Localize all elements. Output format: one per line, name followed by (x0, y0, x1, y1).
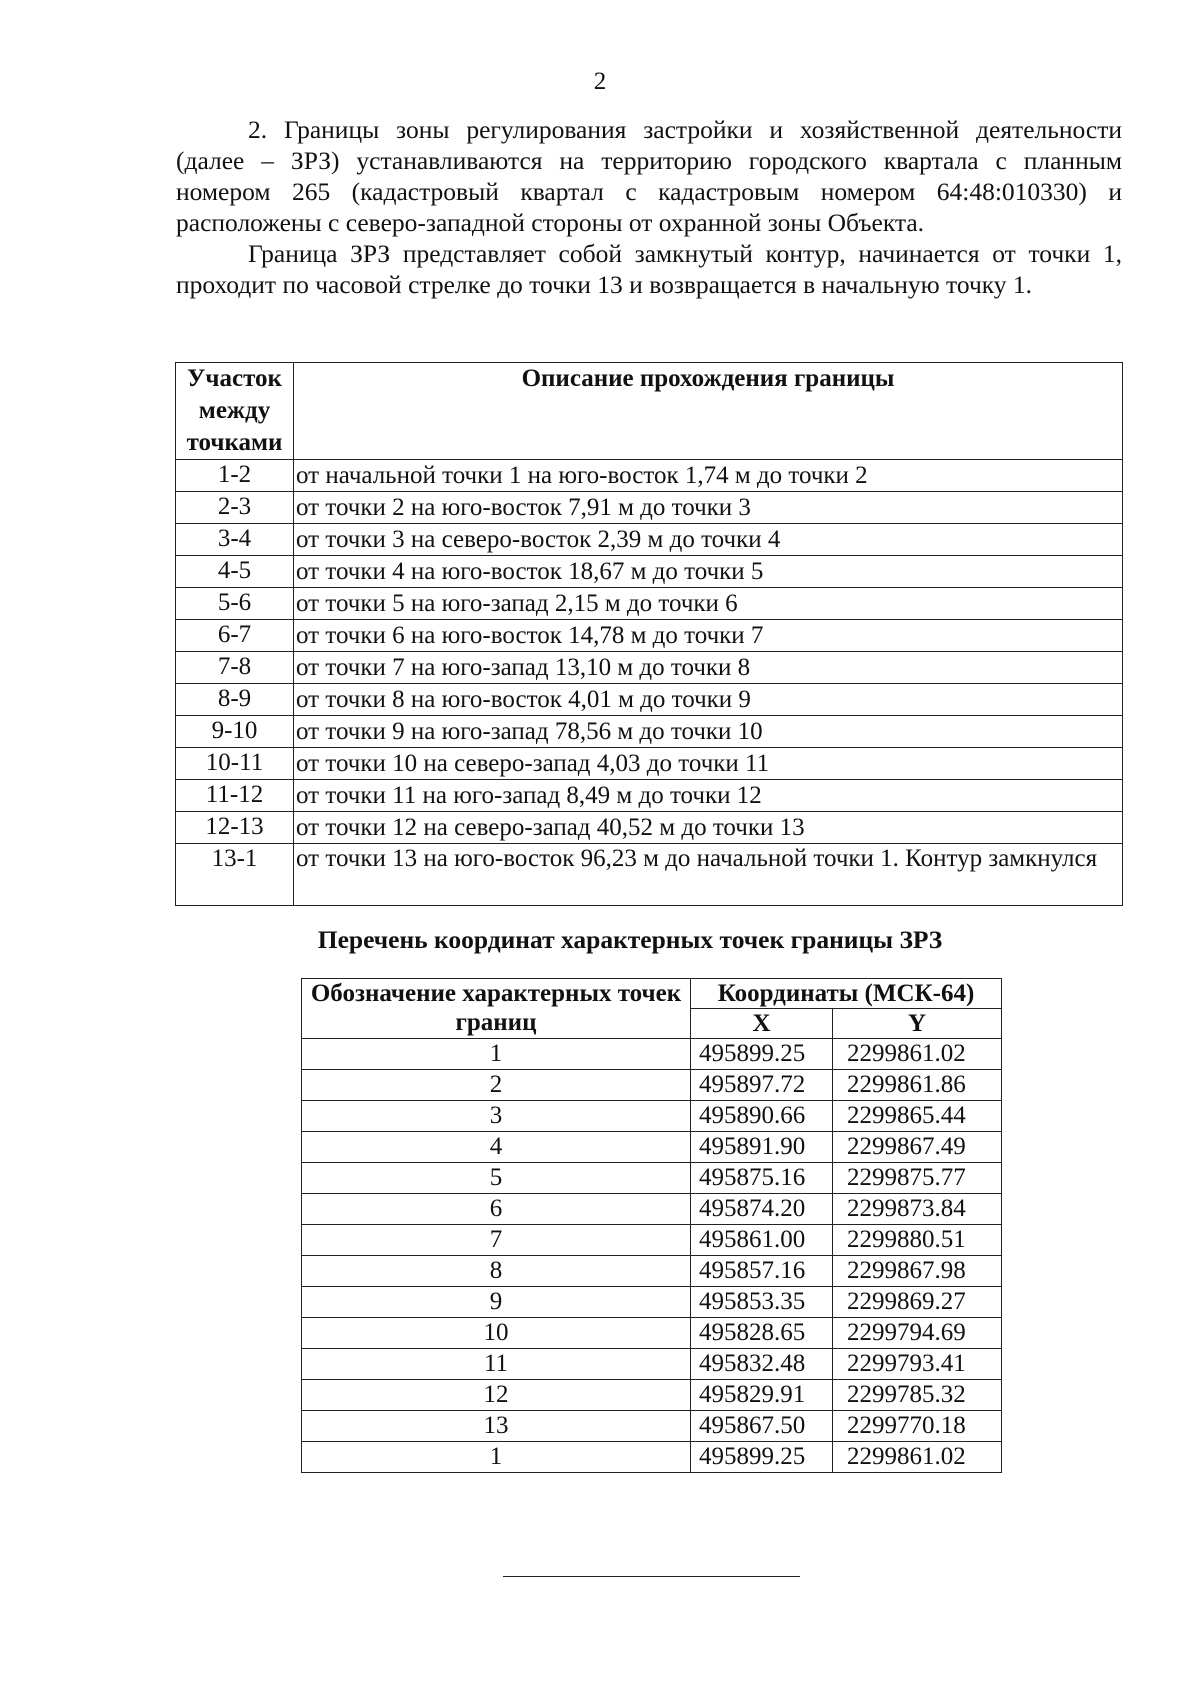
table-row (302, 1132, 1002, 1163)
x-column-header: X (691, 1009, 833, 1039)
y-cell: 2299873.84 (833, 1194, 1002, 1225)
coordinates-table (301, 978, 1002, 1473)
coordinates-column-header: Координаты (МСК-64) (691, 979, 1002, 1009)
point-cell: 11 (302, 1349, 691, 1380)
point-cell: 13 (302, 1411, 691, 1442)
table-row (302, 1256, 1002, 1287)
segment-cell: 7-8 (176, 652, 294, 684)
boundary-description-table (175, 362, 1123, 906)
point-cell: 4 (302, 1132, 691, 1163)
point-cell: 8 (302, 1256, 691, 1287)
y-column-header: Y (833, 1009, 1002, 1039)
table-row (176, 588, 1123, 620)
y-cell: 2299861.02 (833, 1442, 1002, 1473)
y-cell: 2299869.27 (833, 1287, 1002, 1318)
table-row (176, 460, 1123, 492)
table-row (176, 780, 1123, 812)
x-cell: 495891.90 (691, 1132, 833, 1163)
y-cell: 2299875.77 (833, 1163, 1002, 1194)
segment-cell: 2-3 (176, 492, 294, 524)
x-cell: 495875.16 (691, 1163, 833, 1194)
segment-cell: 12-13 (176, 812, 294, 844)
point-cell: 1 (302, 1039, 691, 1070)
description-cell: от начальной точки 1 на юго-восток 1,74 м до точки 2 (294, 460, 1123, 492)
point-cell: 10 (302, 1318, 691, 1349)
table-row (302, 1411, 1002, 1442)
x-cell: 495899.25 (691, 1039, 833, 1070)
table-header-row (176, 363, 1123, 460)
x-cell: 495829.91 (691, 1380, 833, 1411)
segment-cell: 6-7 (176, 620, 294, 652)
description-cell: от точки 4 на юго-восток 18,67 м до точки 5 (294, 556, 1123, 588)
description-cell: от точки 6 на юго-восток 14,78 м до точки 7 (294, 620, 1123, 652)
table-row (302, 1039, 1002, 1070)
table-row (176, 748, 1123, 780)
paragraph-zrz-boundaries: 2. Границы зоны регулирования застройки и хозяйственной деятельности (далее – ЗРЗ) устанавливаются на территорию городского квартала с планным номером 265 (кадастровый квартал с кадастровым номером 64:48:010330) и расположены с северо-западной стороны от охранной зоны Объекта. (176, 115, 1122, 237)
page-number: 2 (593, 68, 607, 95)
table-row (176, 812, 1123, 844)
y-cell: 2299793.41 (833, 1349, 1002, 1380)
description-cell: от точки 12 на северо-запад 40,52 м до точки 13 (294, 812, 1123, 844)
description-cell: от точки 2 на юго-восток 7,91 м до точки 3 (294, 492, 1123, 524)
x-cell: 495874.20 (691, 1194, 833, 1225)
table-row (176, 844, 1123, 906)
x-cell: 495857.16 (691, 1256, 833, 1287)
segment-cell: 4-5 (176, 556, 294, 588)
designation-column-header: Обозначение характерных точек границ (302, 979, 691, 1039)
description-cell: от точки 8 на юго-восток 4,01 м до точки 9 (294, 684, 1123, 716)
table-row (176, 524, 1123, 556)
table-row (176, 652, 1123, 684)
x-cell: 495897.72 (691, 1070, 833, 1101)
segment-cell: 13-1 (176, 844, 294, 906)
point-cell: 5 (302, 1163, 691, 1194)
segment-column-header: Участок между точками (176, 363, 294, 460)
y-cell: 2299861.02 (833, 1039, 1002, 1070)
segment-cell: 1-2 (176, 460, 294, 492)
x-cell: 495890.66 (691, 1101, 833, 1132)
table-row (302, 1194, 1002, 1225)
table-row (302, 1380, 1002, 1411)
y-cell: 2299785.32 (833, 1380, 1002, 1411)
table-row (302, 1349, 1002, 1380)
description-cell: от точки 5 на юго-запад 2,15 м до точки 6 (294, 588, 1123, 620)
description-cell: от точки 10 на северо-запад 4,03 до точки 11 (294, 748, 1123, 780)
end-divider (503, 1576, 800, 1577)
table-row (302, 1318, 1002, 1349)
x-cell: 495832.48 (691, 1349, 833, 1380)
y-cell: 2299880.51 (833, 1225, 1002, 1256)
y-cell: 2299794.69 (833, 1318, 1002, 1349)
table-row (176, 492, 1123, 524)
coords-header-row (302, 979, 1002, 1009)
point-cell: 9 (302, 1287, 691, 1318)
segment-cell: 10-11 (176, 748, 294, 780)
description-cell: от точки 9 на юго-запад 78,56 м до точки 10 (294, 716, 1123, 748)
table-row (302, 1287, 1002, 1318)
segment-cell: 5-6 (176, 588, 294, 620)
table-row (176, 556, 1123, 588)
coordinates-list-title: Перечень координат характерных точек границы ЗРЗ (317, 925, 943, 954)
paragraph-zrz-contour: Граница ЗРЗ представляет собой замкнутый контур, начинается от точки 1, проходит по часовой стрелке до точки 13 и возвращается в начальную точку 1. (176, 239, 1122, 299)
table-row (176, 684, 1123, 716)
x-cell: 495853.35 (691, 1287, 833, 1318)
y-cell: 2299867.49 (833, 1132, 1002, 1163)
y-cell: 2299861.86 (833, 1070, 1002, 1101)
point-cell: 1 (302, 1442, 691, 1473)
point-cell: 6 (302, 1194, 691, 1225)
x-cell: 495828.65 (691, 1318, 833, 1349)
table-row (176, 620, 1123, 652)
segment-cell: 11-12 (176, 780, 294, 812)
table-row (302, 1070, 1002, 1101)
point-cell: 7 (302, 1225, 691, 1256)
table-row (176, 716, 1123, 748)
table-row (302, 1225, 1002, 1256)
x-cell: 495899.25 (691, 1442, 833, 1473)
y-cell: 2299867.98 (833, 1256, 1002, 1287)
description-cell: от точки 3 на северо-восток 2,39 м до точки 4 (294, 524, 1123, 556)
segment-cell: 8-9 (176, 684, 294, 716)
segment-cell: 3-4 (176, 524, 294, 556)
y-cell: 2299865.44 (833, 1101, 1002, 1132)
table-row (302, 1163, 1002, 1194)
description-cell: от точки 11 на юго-запад 8,49 м до точки 12 (294, 780, 1123, 812)
description-column-header: Описание прохождения границы (294, 363, 1123, 460)
y-cell: 2299770.18 (833, 1411, 1002, 1442)
table-row (302, 1101, 1002, 1132)
x-cell: 495867.50 (691, 1411, 833, 1442)
description-cell: от точки 13 на юго-восток 96,23 м до начальной точки 1. Контур замкнулся (294, 844, 1123, 906)
description-cell: от точки 7 на юго-запад 13,10 м до точки 8 (294, 652, 1123, 684)
point-cell: 2 (302, 1070, 691, 1101)
point-cell: 3 (302, 1101, 691, 1132)
x-cell: 495861.00 (691, 1225, 833, 1256)
table-row (302, 1442, 1002, 1473)
segment-cell: 9-10 (176, 716, 294, 748)
point-cell: 12 (302, 1380, 691, 1411)
